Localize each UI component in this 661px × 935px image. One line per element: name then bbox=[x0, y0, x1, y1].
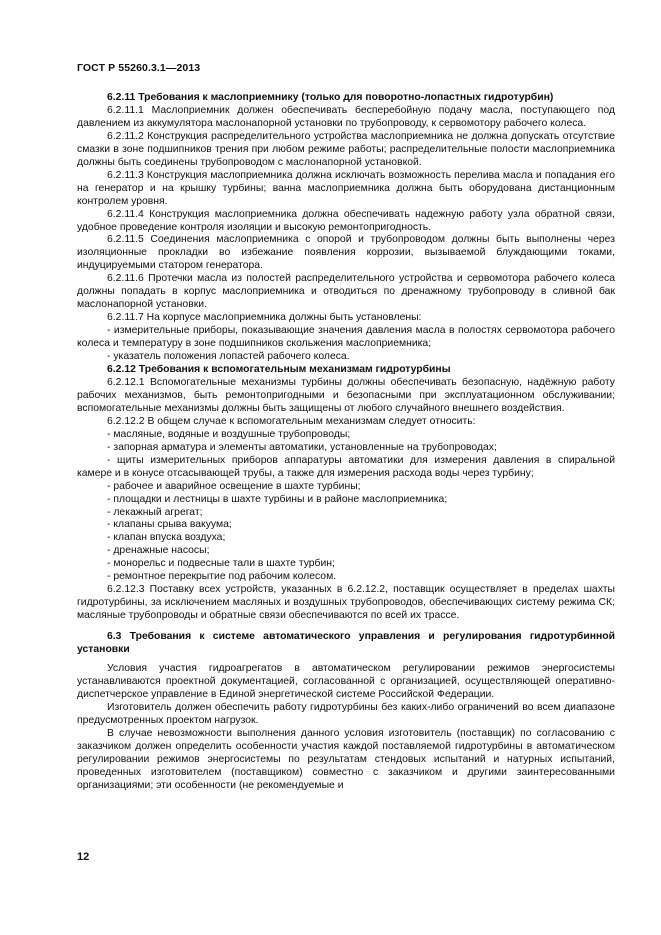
list-item: - масляные, водяные и воздушные трубопроводы; bbox=[107, 428, 351, 440]
paragraph: В случае невозможности выполнения данного условия изготовитель (поставщик) по согласованию с заказчиком должен определить особенности участия каждой поставляемой гидротурбины в автоматическом регулировании режимов энергосистемы по результатам стендовых испытаний и натурных испытаний, проведенных изготовителем (поставщиком) совместно с заказчиком и другими заинтересованными организациями; эти особенности (не рекомендуемые и bbox=[77, 727, 615, 791]
section-heading-6-2-11: 6.2.11 Требования к маслоприемнику (только для поворотно-лопастных гидротурбин) bbox=[107, 92, 554, 103]
document-header: ГОСТ Р 55260.3.1—2013 bbox=[77, 62, 201, 74]
section-heading-6-3: 6.3 Требования к системе автоматического управления и регулирования гидротурбинной установки bbox=[77, 631, 615, 656]
paragraph: 6.2.11.7 На корпусе маслоприемника должны быть установлены: bbox=[107, 312, 422, 324]
list-item: - монорельс и подвесные тали в шахте турбин; bbox=[107, 558, 335, 570]
paragraph: 6.2.11.3 Конструкция маслоприемника должна исключать возможность перелива масла и попадания его на генератор и на крышку турбины; ванна маслоприемника должна быть оборудована дистанционным контролем уровня. bbox=[77, 169, 615, 207]
section-heading-6-2-12: 6.2.12 Требования к вспомогательным механизмам гидротурбины bbox=[107, 364, 451, 376]
page-number: 12 bbox=[77, 851, 90, 863]
paragraph: 6.2.12.3 Поставку всех устройств, указанных в 6.2.12.2, поставщик осуществляет в пределах шахты гидротурбины, за исключением масляных и воздушных трубопроводов, обеспечивающих систему режима СК; масляные трубопроводы и обратные связи обеспечиваются по всей их трассе. bbox=[77, 584, 615, 622]
list-item: - указатель положения лопастей рабочего колеса. bbox=[107, 351, 350, 363]
paragraph: 6.2.12.1 Вспомогательные механизмы турбины должны обеспечивать безопасную, надёжную работу рабочих механизмов, быть ремонтопригодными и безопасными при эксплуатационном обслуживании; вспомогательные механизмы должны быть защищены от любого случайного внешнего воздействия. bbox=[77, 376, 615, 414]
paragraph: 6.2.11.5 Соединения маслоприемника с опорой и трубопроводом должны быть выполнены через изоляционные прокладки во избежание появления коррозии, вызываемой блуждающими токами, индуцируемыми статором генератора. bbox=[77, 234, 615, 272]
paragraph: 6.2.11.2 Конструкция распределительного устройства маслоприемника не должна допускать отсутствие смазки в зоне подшипников трения при любом режиме работы; распределительные полости маслоприемника должны быть соединены трубопроводом с маслонапорной установкой. bbox=[77, 130, 615, 168]
paragraph: Условия участия гидроагрегатов в автоматическом регулировании режимов энергосистемы устанавливаются проектной документацией, согласованной с организацией, осуществляющей оперативно-диспетчерское управление в Единой энергетической системе Российской Федерации. bbox=[77, 662, 615, 700]
paragraph: 6.2.11.1 Маслоприемник должен обеспечивать бесперебойную подачу масла, поступающего под давлением из аккумулятора маслонапорной установки по трубопроводу, к сервомотору рабочего колеса. bbox=[77, 104, 615, 129]
list-item: - рабочее и аварийное освещение в шахте турбины; bbox=[107, 480, 361, 492]
paragraph: 6.2.11.4 Конструкция маслоприемника должна обеспечивать надежную работу узла обратной связи, удобное проведение контроля изоляции и высокую ремонтопригодность. bbox=[77, 208, 615, 233]
paragraph: Изготовитель должен обеспечить работу гидротурбины без каких-либо ограничений во всем диапазоне предусмотренных проектом нагрузок. bbox=[77, 701, 615, 726]
document-body bbox=[77, 92, 615, 793]
list-item: - лекажный агрегат; bbox=[107, 506, 203, 518]
list-item: - площадки и лестницы в шахте турбины и в районе маслоприемника; bbox=[107, 493, 448, 505]
list-item: - щиты измерительных приборов аппаратуры автоматики для измерения давления в спиральной камере и в конусе отсасывающей трубы, а также для измерения расхода воды через турбину; bbox=[77, 454, 615, 479]
list-item: - ремонтное перекрытие под рабочим колесом. bbox=[107, 571, 337, 583]
paragraph: 6.2.12.2 В общем случае к вспомогательным механизмам следует относить: bbox=[107, 415, 476, 427]
list-item: - клапаны срыва вакуума; bbox=[107, 519, 232, 531]
list-item: - измерительные приборы, показывающие значения давления масла в полостях сервомотора рабочего колеса и температуру в зоне подшипников скольжения маслоприемника; bbox=[77, 325, 615, 350]
paragraph: 6.2.11.6 Протечки масла из полостей распределительного устройства и сервомотора рабочего колеса должны попадать в корпус маслоприемника и отводиться по дренажному трубопроводу в сливной бак маслонапорной установки. bbox=[77, 273, 615, 311]
list-item: - дренажные насосы; bbox=[107, 545, 210, 557]
list-item: - клапан впуска воздуха; bbox=[107, 532, 226, 544]
list-item: - запорная арматура и элементы автоматики, установленные на трубопроводах; bbox=[107, 441, 497, 453]
